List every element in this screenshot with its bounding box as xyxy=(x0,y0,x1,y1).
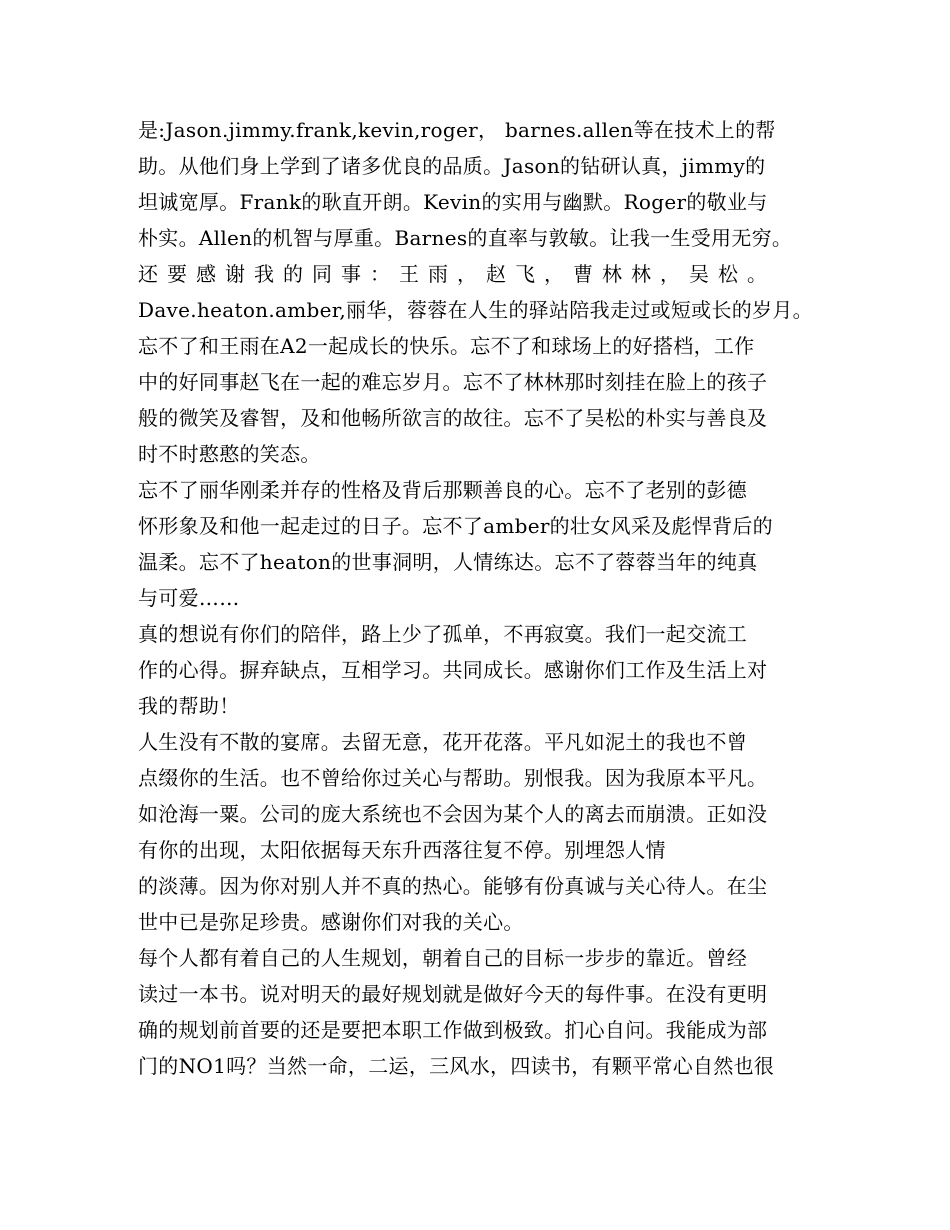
text-line: 还要感谢我的同事：王雨，赵飞，曹林林，吴松。 xyxy=(138,262,776,286)
text-line: 助。从他们身上学到了诸多优良的品质。Jason的钻研认真，jimmy的 xyxy=(138,154,766,178)
text-line: 忘不了丽华刚柔并存的性格及背后那颗善良的心。忘不了老别的彭德 xyxy=(138,478,747,502)
text-line: 我的帮助！ xyxy=(138,694,240,718)
text-line: 坦诚宽厚。Frank的耿直开朗。Kevin的实用与幽默。Roger的敬业与 xyxy=(138,190,768,214)
text-line: 世中已是弥足珍贵。感谢你们对我的关心。 xyxy=(138,910,524,934)
text-line: 门的NO1吗？当然一命，二运，三风水，四读书，有颗平常心自然也很 xyxy=(138,1054,775,1078)
text-line: 时不时憨憨的笑态。 xyxy=(138,442,321,466)
text-line: 有你的出现，太阳依据每天东升西落往复不停。别埋怨人情 xyxy=(138,838,666,862)
text-line: 是:Jason.jimmy.frank,kevin,roger， barnes.allen等在技术上的帮 xyxy=(138,118,776,142)
text-line: 作的心得。摒弃缺点，互相学习。共同成长。感谢你们工作及生活上对 xyxy=(138,658,768,682)
text-line: 忘不了和王雨在A2一起成长的快乐。忘不了和球场上的好搭档，工作 xyxy=(138,334,755,358)
text-line: 温柔。忘不了heaton的世事洞明，人情练达。忘不了蓉蓉当年的纯真 xyxy=(138,550,758,574)
text-line: 每个人都有着自己的人生规划，朝着自己的目标一步步的靠近。曾经 xyxy=(138,946,747,970)
text-line: 般的微笑及睿智，及和他畅所欲言的故往。忘不了吴松的朴实与善良及 xyxy=(138,406,768,430)
text-line: 读过一本书。说对明天的最好规划就是做好今天的每件事。在没有更明 xyxy=(138,982,768,1006)
text-line: 朴实。Allen的机智与厚重。Barnes的直率与敦敏。让我一生受用无穷。 xyxy=(138,226,793,250)
text-line: Dave.heaton.amber,丽华，蓉蓉在人生的驿站陪我走过或短或长的岁月。 xyxy=(138,298,813,322)
text-line: 如沧海一粟。公司的庞大系统也不会因为某个人的离去而崩溃。正如没 xyxy=(138,802,768,826)
text-line: 中的好同事赵飞在一起的难忘岁月。忘不了林林那时刻挂在脸上的孩子 xyxy=(138,370,768,394)
text-line: 怀形象及和他一起走过的日子。忘不了amber的壮女风采及彪悍背后的 xyxy=(138,514,773,538)
text-line: 点缀你的生活。也不曾给你过关心与帮助。别恨我。因为我原本平凡。 xyxy=(138,766,768,790)
text-line: 确的规划前首要的还是要把本职工作做到极致。扪心自问。我能成为部 xyxy=(138,1018,768,1042)
text-line: 的淡薄。因为你对别人并不真的热心。能够有份真诚与关心待人。在尘 xyxy=(138,874,768,898)
text-line: 真的想说有你们的陪伴，路上少了孤单，不再寂寞。我们一起交流工 xyxy=(138,622,747,646)
text-line: 人生没有不散的宴席。去留无意，花开花落。平凡如泥土的我也不曾 xyxy=(138,730,747,754)
text-line: 与可爱…… xyxy=(138,586,240,610)
